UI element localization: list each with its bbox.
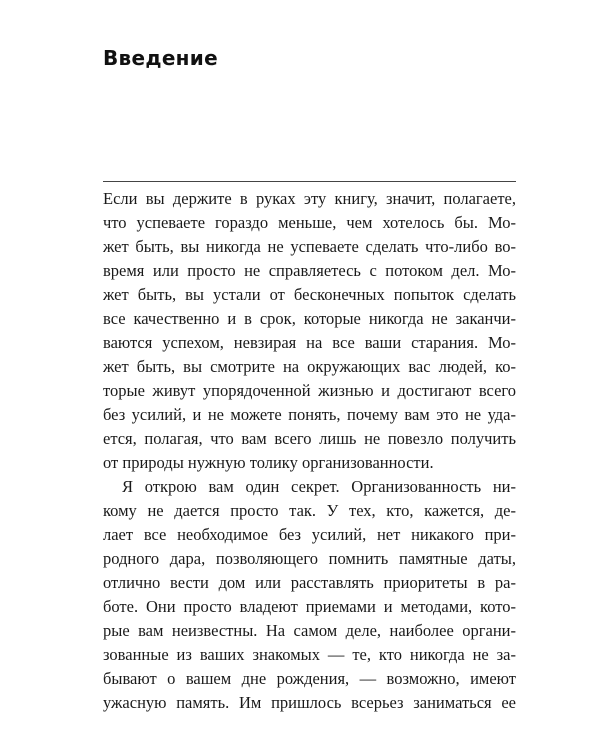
text-line: ужасную память. Им пришлось всерьез заниматься ее: [103, 693, 516, 712]
text-line: время или просто не справляетесь с потоком дел. Мо-: [103, 261, 516, 280]
text-line: Если вы держите в руках эту книгу, значит, полагаете,: [103, 189, 516, 208]
text-line: лает все необходимое без усилий, нет никакого при-: [103, 525, 516, 544]
chapter-title: Введение: [103, 46, 218, 70]
text-line: рые вам неизвестны. На самом деле, наиболее органи-: [103, 621, 516, 640]
text-line: ется, полагая, что вам всего лишь не повезло получить: [103, 429, 516, 448]
text-line: что успеваете гораздо меньше, чем хотелось бы. Мо-: [103, 213, 516, 232]
text-line: боте. Они просто владеют приемами и методами, кото-: [103, 597, 516, 616]
text-line: от природы нужную толику организованности.: [103, 453, 434, 472]
text-line: отлично вести дом или расставлять приоритеты в ра-: [103, 573, 516, 592]
text-line: Я открою вам один секрет. Организованность ни-: [122, 477, 516, 496]
text-line: жет быть, вы смотрите на окружающих вас людей, ко-: [103, 357, 516, 376]
text-line: бывают о вашем дне рождения, — возможно, имеют: [103, 669, 516, 688]
text-line: ваются успехом, невзирая на все ваши старания. Мо-: [103, 333, 516, 352]
text-line: торые живут упорядоченной жизнью и достигают всего: [103, 381, 516, 400]
title-divider: [103, 181, 516, 182]
text-line: жет быть, вы устали от бесконечных попыток сделать: [103, 285, 516, 304]
text-line: без усилий, и не можете понять, почему вам это не уда-: [103, 405, 516, 424]
text-line: жет быть, вы никогда не успеваете сделать что-либо во-: [103, 237, 516, 256]
text-line: зованные из ваших знакомых — те, кто никогда не за-: [103, 645, 516, 664]
text-line: родного дара, позволяющего помнить памятные даты,: [103, 549, 516, 568]
text-line: кому не дается просто так. У тех, кто, кажется, де-: [103, 501, 516, 520]
text-line: все качественно и в срок, которые никогда не заканчи-: [103, 309, 516, 328]
